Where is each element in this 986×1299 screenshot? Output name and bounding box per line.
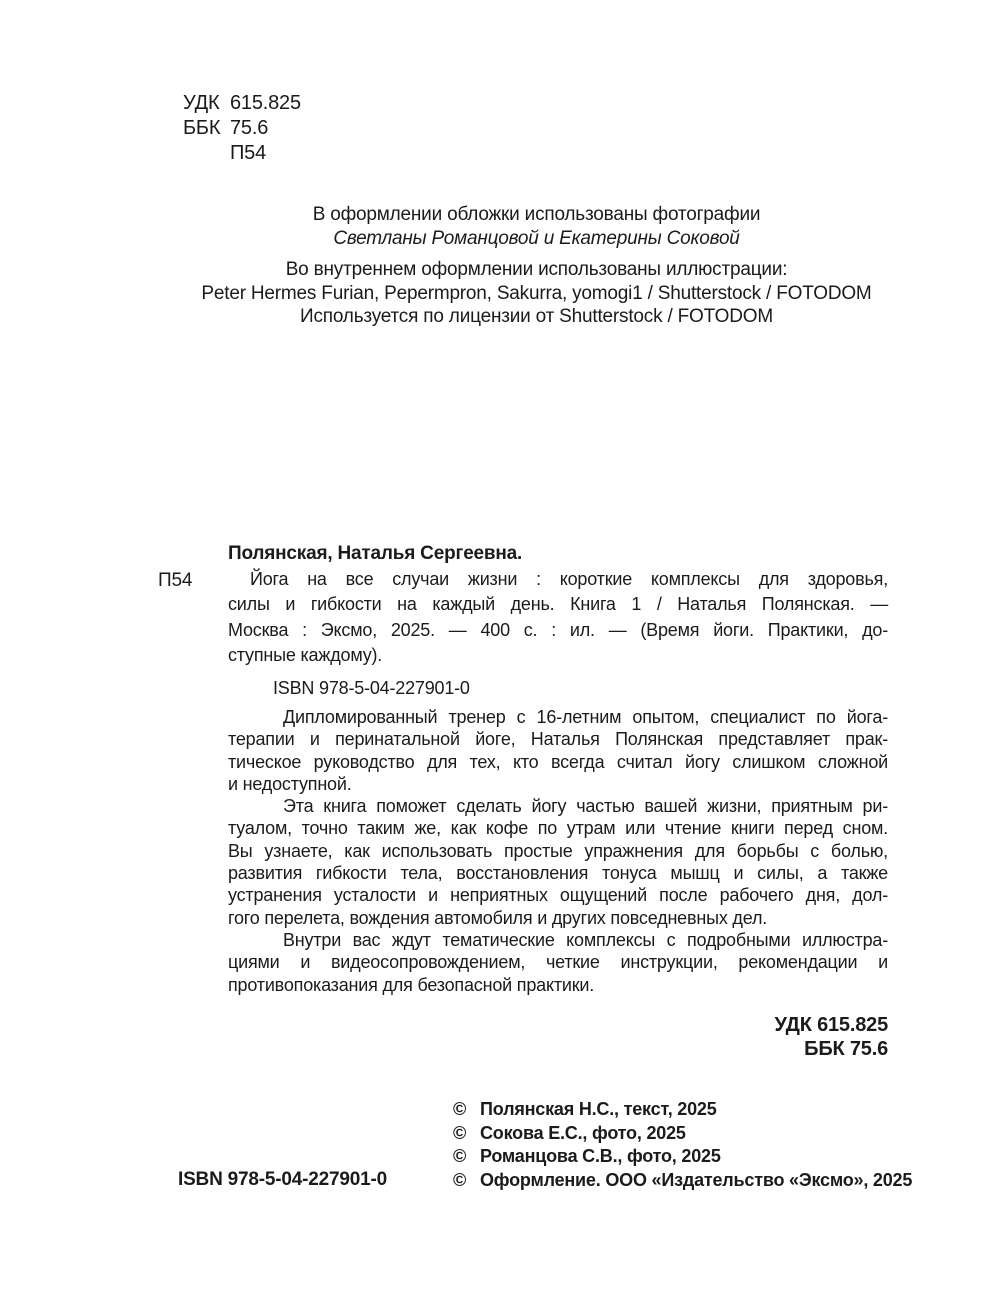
catalog-description-line: Йога на все случаи жизни : короткие комплексы для здоровья,: [250, 568, 888, 589]
catalog-description-line: силы и гибкости на каждый день. Книга 1 / Наталья Полянская. —: [228, 594, 888, 614]
catalog-card: [228, 541, 888, 701]
copyright-line: [453, 1098, 912, 1122]
catalog-card-isbn: ISBN 978-5-04-227901-0: [273, 677, 470, 698]
author-sign-label: [183, 141, 230, 166]
annotation-line: гого перелета, вождения автомобиля и других повседневных дел.: [228, 907, 768, 928]
copyright-line: [453, 1169, 912, 1193]
copyright-text: Сокова Е.С., фото, 2025: [480, 1122, 686, 1143]
catalog-codes-top: [183, 91, 301, 166]
bbk-row: [183, 116, 301, 141]
annotation-line: Эта книга поможет сделать йогу частью вашей жизни, приятным ри-: [283, 796, 888, 817]
isbn-bottom: ISBN 978-5-04-227901-0: [178, 1169, 387, 1190]
annotation-line: устранения усталости и неприятных ощущений после рабочего дня, дол-: [228, 885, 888, 906]
annotation-line: терапии и перинатальной йоге, Наталья Полянская представляет прак-: [228, 729, 888, 750]
bbk-label: ББК: [183, 117, 221, 139]
annotation-line: Дипломированный тренер с 16-летним опытом, специалист по йога-: [283, 707, 888, 727]
copyright-text: Оформление. ООО «Издательство «Эксмо», 2025: [480, 1169, 913, 1190]
credits-block: [143, 203, 930, 329]
bbk-bottom: ББК 75.6: [804, 1038, 888, 1060]
copyright-symbol: ©: [453, 1169, 467, 1190]
copyright-symbol: ©: [453, 1146, 467, 1166]
bbk-value: 75.6: [230, 117, 269, 139]
author-sign-value: П54: [230, 142, 267, 164]
copyright-text: Романцова С.В., фото, 2025: [480, 1146, 721, 1166]
copyright-line: [453, 1145, 912, 1169]
annotation-line: развития гибкости тела, восстановления тонуса мышц и силы, а также: [228, 863, 888, 884]
copyright-symbol: ©: [453, 1122, 467, 1143]
annotation-line: тическое руководство для тех, кто всегда считал йогу слишком сложной: [228, 751, 888, 772]
interior-credit-license: Используется по лицензии от Shutterstock / FOTODOM: [300, 306, 773, 327]
catalog-description-line: ступные каждому).: [228, 645, 383, 665]
copyright-symbol: ©: [453, 1099, 467, 1119]
author-sign-row: [183, 141, 301, 166]
copyright-text: Полянская Н.С., текст, 2025: [480, 1099, 717, 1119]
interior-credit-authors: Peter Hermes Furian, Pepermpron, Sakurra, yomogi1 / Shutterstock / FOTODOM: [201, 282, 872, 304]
annotation-line: и недоступной.: [228, 773, 352, 794]
annotation-line: противопоказания для безопасной практики.: [228, 974, 595, 995]
copyright-line: [453, 1122, 912, 1146]
udk-label: УДК: [183, 92, 220, 114]
udk-value: 615.825: [230, 92, 301, 114]
catalog-card-code: П54: [158, 570, 193, 591]
interior-credit-title: Во внутреннем оформлении использованы иллюстрации:: [285, 259, 788, 280]
credits-gap: [143, 250, 930, 258]
catalog-codes-bottom: [588, 1013, 888, 1061]
annotation-block: [228, 706, 888, 996]
catalog-card-author: Полянская, Наталья Сергеевна.: [228, 543, 523, 564]
cover-credit-line: В оформлении обложки использованы фотографии: [312, 204, 761, 225]
udk-row: [183, 91, 301, 116]
catalog-description-line: Москва : Эксмо, 2025. — 400 с. : ил. — (Время йоги. Практики, до-: [228, 619, 888, 640]
annotation-line: туалом, точно таким же, как кофе по утрам или чтение книги перед сном.: [228, 818, 888, 839]
annotation-line: Внутри вас ждут тематические комплексы с подробными иллюстра-: [283, 929, 888, 950]
udk-bottom: УДК 615.825: [774, 1014, 888, 1036]
annotation-line: Вы узнаете, как использовать простые упражнения для борьбы с болью,: [228, 840, 888, 861]
copyright-block: [453, 1098, 912, 1192]
annotation-line: циями и видеосопровождением, четкие инструкции, рекомендации и: [228, 952, 888, 973]
cover-credit-names: Светланы Романцовой и Екатерины Соковой: [333, 227, 740, 249]
